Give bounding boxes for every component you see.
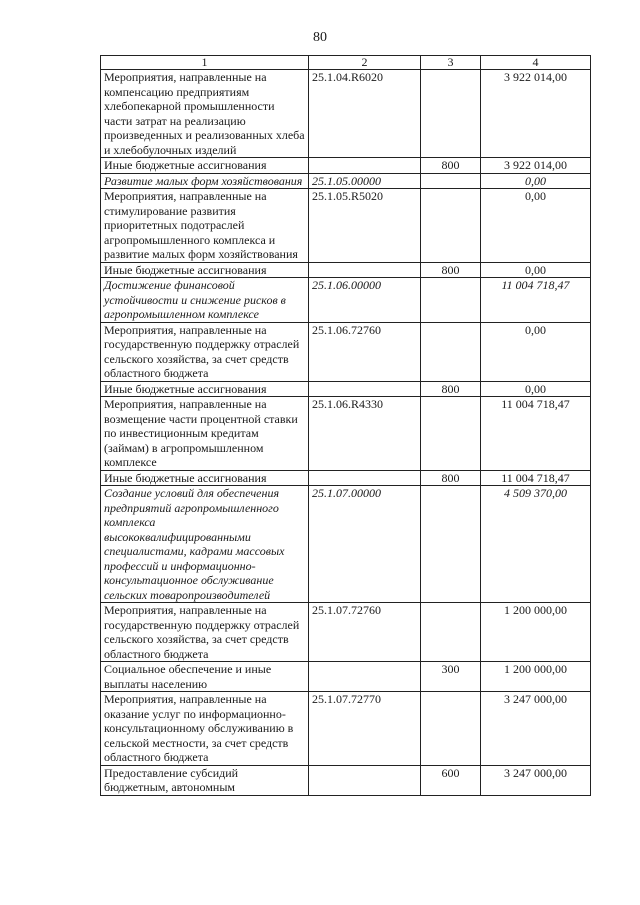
row-name: Мероприятия, направленные на государственную поддержку отраслей сельского хозяйства, за счет средств областного бюджета [101, 603, 309, 662]
row-type: 800 [421, 158, 481, 174]
row-type [421, 692, 481, 766]
budget-table [100, 55, 591, 796]
row-code: 25.1.07.72760 [309, 603, 421, 662]
header-row [101, 56, 591, 70]
row-name: Иные бюджетные ассигнования [101, 381, 309, 397]
table-row [101, 70, 591, 158]
row-type [421, 603, 481, 662]
column-header-4: 4 [481, 56, 591, 70]
row-name: Мероприятия, направленные на компенсацию предприятиям хлебопекарной промышленности части затрат на реализацию произведенных и реализованных хлеба и хлебобулочных изделий [101, 70, 309, 158]
row-amount: 3 922 014,00 [481, 158, 591, 174]
row-code [309, 158, 421, 174]
row-code [309, 470, 421, 486]
table-row [101, 262, 591, 278]
row-type: 800 [421, 470, 481, 486]
row-type [421, 189, 481, 263]
row-name: Мероприятия, направленные на возмещение части процентной ставки по инвестиционным кредитам (займам) в агропромышленном комплексе [101, 397, 309, 471]
table-row [101, 158, 591, 174]
row-type: 600 [421, 765, 481, 795]
row-amount: 3 922 014,00 [481, 70, 591, 158]
row-type [421, 70, 481, 158]
table-row [101, 662, 591, 692]
table-row [101, 278, 591, 323]
row-name: Социальное обеспечение и иные выплаты населению [101, 662, 309, 692]
row-name: Мероприятия, направленные на государственную поддержку отраслей сельского хозяйства, за счет средств областного бюджета [101, 322, 309, 381]
row-code: 25.1.06.R4330 [309, 397, 421, 471]
row-code [309, 262, 421, 278]
row-code [309, 662, 421, 692]
row-amount: 11 004 718,47 [481, 397, 591, 471]
row-name: Развитие малых форм хозяйствования [101, 173, 309, 189]
row-amount: 1 200 000,00 [481, 662, 591, 692]
row-type: 300 [421, 662, 481, 692]
table-row [101, 173, 591, 189]
row-code: 25.1.05.00000 [309, 173, 421, 189]
column-header-2: 2 [309, 56, 421, 70]
row-type [421, 278, 481, 323]
row-code [309, 381, 421, 397]
row-name: Достижение финансовой устойчивости и снижение рисков в агропромышленном комплексе [101, 278, 309, 323]
row-type [421, 486, 481, 603]
row-amount: 0,00 [481, 189, 591, 263]
page-number: 80 [313, 30, 327, 45]
row-name: Иные бюджетные ассигнования [101, 262, 309, 278]
row-type: 800 [421, 262, 481, 278]
row-code [309, 765, 421, 795]
row-amount: 3 247 000,00 [481, 765, 591, 795]
row-type [421, 397, 481, 471]
row-code: 25.1.06.72760 [309, 322, 421, 381]
row-type [421, 173, 481, 189]
row-name: Создание условий для обеспечения предприятий агропромышленного комплекса высококвалифицированными специалистами, кадрами массовых профессий и информационно-консультационное обслуживание сельских товаропроизводителей [101, 486, 309, 603]
row-code: 25.1.05.R5020 [309, 189, 421, 263]
row-code: 25.1.06.00000 [309, 278, 421, 323]
row-type [421, 322, 481, 381]
row-amount: 11 004 718,47 [481, 278, 591, 323]
table-row [101, 692, 591, 766]
row-amount: 0,00 [481, 262, 591, 278]
column-header-1: 1 [101, 56, 309, 70]
row-type: 800 [421, 381, 481, 397]
table-row [101, 470, 591, 486]
row-name: Предоставление субсидий бюджетным, автономным [101, 765, 309, 795]
table-row [101, 486, 591, 603]
row-amount: 4 509 370,00 [481, 486, 591, 603]
row-amount: 1 200 000,00 [481, 603, 591, 662]
row-code: 25.1.07.72770 [309, 692, 421, 766]
table-row [101, 322, 591, 381]
row-name: Мероприятия, направленные на оказание услуг по информационно-консультационному обслуживанию в сельской местности, за счет средств областного бюджета [101, 692, 309, 766]
table-row [101, 765, 591, 795]
table-row [101, 189, 591, 263]
table-row [101, 381, 591, 397]
row-code: 25.1.04.R6020 [309, 70, 421, 158]
table-row [101, 603, 591, 662]
row-amount: 11 004 718,47 [481, 470, 591, 486]
row-name: Иные бюджетные ассигнования [101, 470, 309, 486]
table-body [101, 70, 591, 796]
row-name: Иные бюджетные ассигнования [101, 158, 309, 174]
row-amount: 0,00 [481, 381, 591, 397]
row-amount: 0,00 [481, 322, 591, 381]
row-code: 25.1.07.00000 [309, 486, 421, 603]
row-amount: 3 247 000,00 [481, 692, 591, 766]
row-amount: 0,00 [481, 173, 591, 189]
table-row [101, 397, 591, 471]
column-header-3: 3 [421, 56, 481, 70]
row-name: Мероприятия, направленные на стимулирование развития приоритетных подотраслей агропромышленного комплекса и развитие малых форм хозяйствования [101, 189, 309, 263]
